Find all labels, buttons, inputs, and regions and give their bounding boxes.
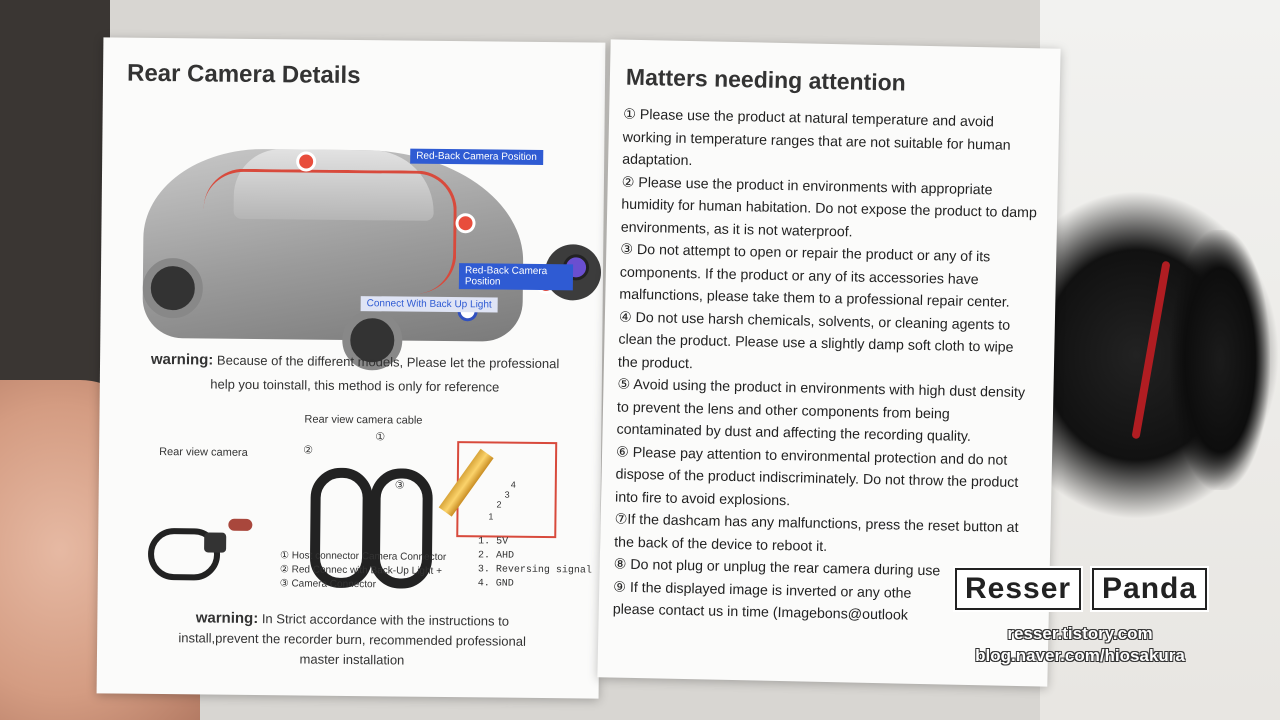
warning-line: help you toinstall, this method is only for reference xyxy=(210,376,500,395)
pin-item: 2. AHD xyxy=(477,550,515,562)
pin-legend xyxy=(478,535,593,592)
plug-pin-4: 4 xyxy=(510,479,516,490)
attention-item: ⑥ Please pay attention to environmental protection and do not dispose of the product indiscriminately. Do not throw the product into fire to avoid explosions. xyxy=(614,444,1019,509)
attention-item: ③ Do not attempt to open or repair the product or any of its components. If the product or any of its accessories have malfunctions, please take them to a professional repair center. xyxy=(619,241,1010,311)
rear-camera-details-title: Rear Camera Details xyxy=(126,59,361,90)
warning-line: Because of the different models, Please let the professional xyxy=(216,352,560,372)
connector-item: ① Host connector Camera Connector xyxy=(279,550,447,564)
rear-view-camera-illustration xyxy=(148,508,249,579)
cable-coil-far-right xyxy=(1170,230,1270,490)
rear-view-camera-cable-label: Rear view camera cable xyxy=(304,413,423,427)
attention-list xyxy=(613,104,1042,630)
pin-item: 3. Reversing signal xyxy=(477,564,592,577)
warning-line: master installation xyxy=(299,651,405,668)
attention-item: please contact us in time (Imagebons@outlook xyxy=(612,601,909,624)
front-wheel xyxy=(143,258,204,319)
attention-item: ⑧ Do not plug or unplug the rear camera during use xyxy=(613,556,941,580)
warning-professional-install xyxy=(130,348,580,401)
warning-label: warning: xyxy=(150,350,214,369)
cable-number-2: ② xyxy=(303,444,314,457)
car-diagram xyxy=(132,108,575,383)
manual-left-page xyxy=(97,37,606,698)
camera-wire-route xyxy=(203,168,457,294)
tag-connect-back-up-light: Connect With Back Up Light xyxy=(361,296,498,312)
plug-pin-2: 2 xyxy=(496,499,502,510)
connector-item: ② Red Connec with Back-Up Light + xyxy=(279,564,443,577)
tag-red-back-camera-position-2: Red-Back Camera Position xyxy=(459,263,573,290)
plug-pin-1: 1 xyxy=(488,511,494,522)
camera-housing xyxy=(204,532,226,552)
plug-pin-3: 3 xyxy=(504,489,510,500)
red-connector xyxy=(228,519,252,531)
rear-view-camera-label: Rear view camera xyxy=(159,445,248,459)
warning-line: In Strict accordance with the instructions to xyxy=(261,611,510,629)
warning-line: install,prevent the recorder burn, recommended professional xyxy=(178,630,527,649)
cable-number-1: ① xyxy=(375,431,386,444)
av-plug xyxy=(439,449,494,517)
tag-red-back-camera-position-1: Red-Back Camera Position xyxy=(410,149,543,165)
attention-item: ① Please use the product at natural temperature and avoid working in temperature ranges that are not suitable for human adaptation. xyxy=(622,106,1011,170)
watermark-url-tistory: resser.tistory.com xyxy=(1007,624,1153,643)
connector-item: ③ Camera Connector xyxy=(279,578,377,591)
connector-legend xyxy=(280,549,447,593)
position-marker xyxy=(296,151,316,171)
pin-item: 4. GND xyxy=(477,578,514,590)
watermark-resser: Resser xyxy=(955,568,1081,610)
position-marker xyxy=(455,213,475,233)
matters-needing-attention-title: Matters needing attention xyxy=(625,63,907,96)
pin-item: 1. 5V xyxy=(478,536,509,548)
cable-number-3: ③ xyxy=(394,479,405,492)
attention-item: ② Please use the product in environments with appropriate humidity for human habitation. Do not expose the product to damp environments, as it is not waterproof. xyxy=(620,174,1037,240)
warning-label: warning: xyxy=(195,609,259,628)
warning-strict-accordance xyxy=(137,608,568,672)
plug-pinout-diagram xyxy=(456,441,557,538)
attention-item: ④ Do not use harsh chemicals, solvents, or cleaning agents to clean the product. Please use a slightly damp soft cloth to wipe the product. xyxy=(617,309,1014,372)
attention-item: ⑤ Avoid using the product in environments with high dust density to prevent the lens and other components from being contaminated by dust and affecting the recording quality. xyxy=(616,376,1026,445)
watermark-url-naver: blog.naver.com/hiosakura xyxy=(975,646,1185,665)
watermark-panda: Panda xyxy=(1092,568,1207,610)
attention-item: ⑦If the dashcam has any malfunctions, press the reset button at the back of the device to reboot it. xyxy=(614,511,1019,555)
attention-item: ⑨ If the displayed image is inverted or any othe xyxy=(613,579,912,602)
